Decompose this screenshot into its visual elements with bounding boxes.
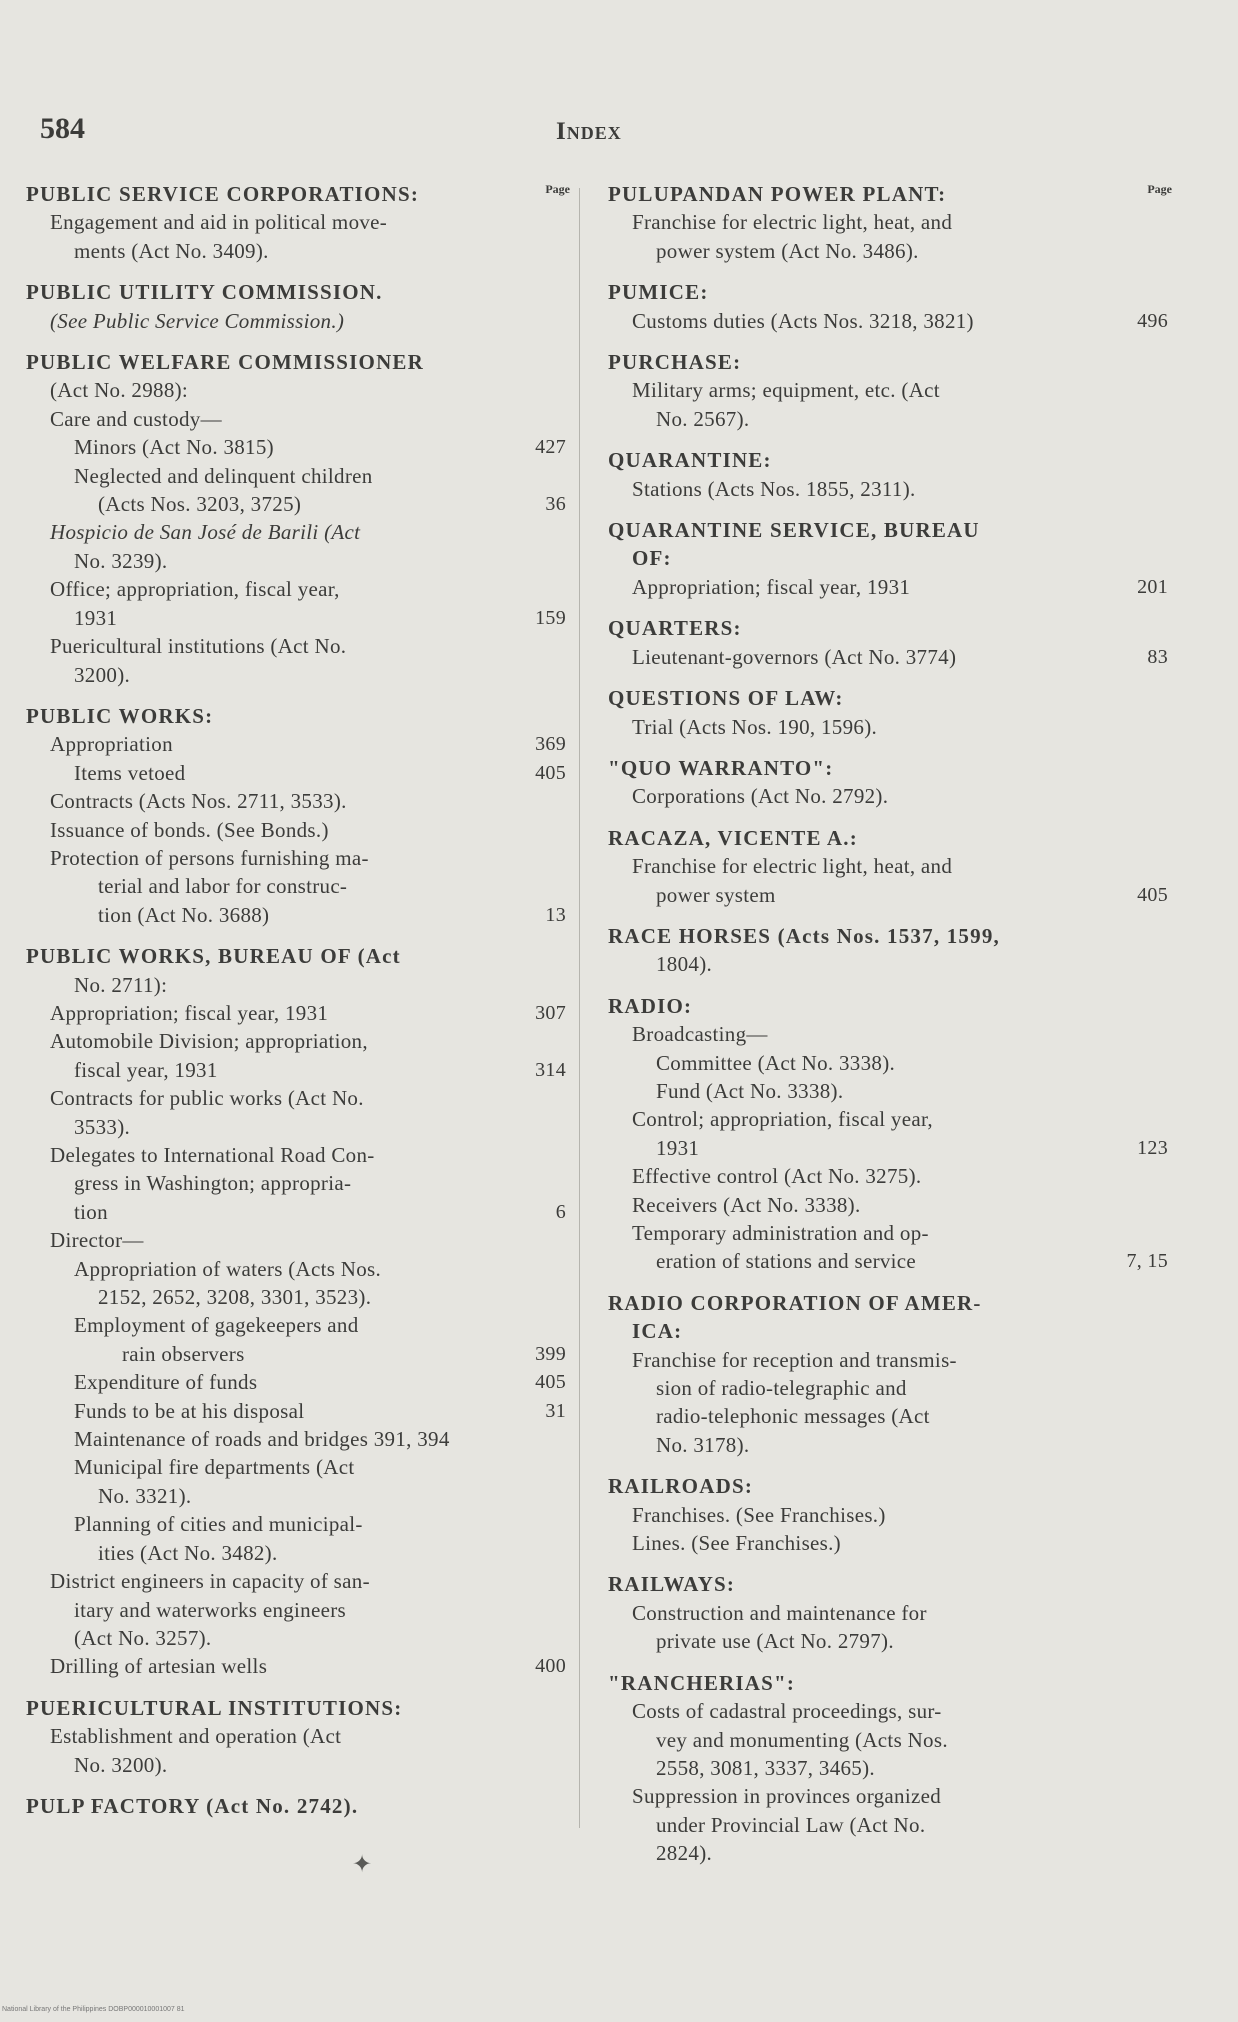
entry-subline [608,1162,1168,1190]
entry-text: 2152, 2652, 3208, 3301, 3523). [98,1285,372,1310]
entry-heading [26,180,566,208]
entry-subline [26,1169,566,1197]
entry-text: Temporary administration and op- [632,1221,929,1245]
page-column-label: Page [545,182,570,196]
page-reference: 31 [545,1399,566,1422]
entry-heading [608,1472,1168,1500]
entry-subline [26,518,566,546]
entry-text: Contracts for public works (Act No. [50,1086,364,1111]
entry-text: Puericultural institutions (Act No. [50,634,347,659]
entry-subline [26,490,566,518]
entry-text: Control; appropriation, fiscal year, [632,1107,933,1132]
entry-subline [26,575,566,603]
page-reference: 399 [535,1342,566,1365]
entry-text: itary and waterworks engineers [74,1597,346,1622]
entry-subline [26,1027,566,1055]
entry-subline [608,1839,1168,1867]
entry-text: District engineers in capacity of san- [50,1569,370,1594]
entry-subline [608,1529,1168,1557]
entry-subline [26,1141,566,1169]
entry-subline [608,1247,1168,1275]
entry-subline [608,852,1168,880]
entry-text: gress in Washington; appropria- [74,1171,352,1196]
entry-text: Franchise for electric light, heat, and [632,854,953,879]
entry-subline [608,1134,1168,1162]
entry-text: Appropriation [50,732,173,757]
entry-heading [608,614,1168,642]
entry-subline [26,1482,566,1510]
entry-subline [608,1697,1168,1725]
entry-text: (See Public Service Commission.) [50,308,345,333]
entry-subline [608,1627,1168,1655]
entry-text: No. 3321). [98,1483,192,1508]
index-entry [608,180,1168,265]
entry-subline [26,376,566,404]
entry-text: No. 2711): [74,972,168,997]
entry-text: Franchises. (See Franchises.) [632,1502,886,1527]
entry-text: Minors (Act No. 3815) [74,435,274,460]
entry-subline [26,1722,566,1750]
entry-text: under Provincial Law (Act No. [656,1812,926,1837]
entry-subline [608,376,1168,404]
entry-text: Military arms; equipment, etc. (Act [632,378,940,403]
entry-text: Lines. (See Franchises.) [632,1531,841,1556]
entry-subline [26,208,566,236]
entry-heading [26,702,566,730]
entry-text: ities (Act No. 3482). [98,1540,278,1565]
entry-subline [608,1049,1168,1077]
entry-text: power system [656,882,776,907]
page-reference: 6 [555,1200,566,1223]
entry-text: PUERICULTURAL INSTITUTIONS: [26,1695,403,1720]
entry-text: QUARANTINE: [608,448,772,473]
entry-text: RADIO CORPORATION OF AMER- [608,1290,982,1315]
entry-text: Director— [50,1228,144,1253]
page-reference: 307 [535,1001,566,1024]
page-reference: 405 [535,761,566,784]
entry-text: 2824). [656,1841,713,1866]
entry-text: Employment of gagekeepers and [74,1313,359,1338]
entry-text: RACAZA, VICENTE A.: [608,825,858,850]
entry-subline [608,881,1168,909]
entry-text: radio-telephonic messages (Act [656,1404,930,1429]
entry-subline [26,1283,566,1311]
entry-subline [608,1501,1168,1529]
entry-subline [608,307,1168,335]
entry-text: Fund (Act No. 3338). [656,1078,844,1103]
entry-heading [608,1289,1168,1317]
entry-subline [26,816,566,844]
index-entry [26,1792,566,1820]
entry-text: Broadcasting— [632,1022,768,1047]
page-number: 584 [40,112,85,145]
entry-text: (Act No. 2988): [50,378,189,403]
page-reference: 314 [535,1058,566,1081]
page-reference: 201 [1137,575,1168,598]
entry-heading [608,348,1168,376]
entry-subline [608,1219,1168,1247]
entry-text: PUBLIC WORKS: [26,703,214,728]
entry-text: PURCHASE: [608,350,742,375]
entry-subline [608,1726,1168,1754]
entry-subline [608,1317,1168,1345]
entry-text: Automobile Division; appropriation, [50,1029,368,1054]
entry-subline [608,405,1168,433]
entry-subline [26,1425,566,1453]
entry-text: Franchise for electric light, heat, and [632,210,953,235]
entry-subline [26,1311,566,1339]
entry-subline [26,1596,566,1624]
entry-subline [26,1539,566,1567]
entry-text: RACE HORSES (Acts Nos. 1537, 1599, [608,923,1000,948]
entry-text: Receivers (Act No. 3338). [632,1192,861,1217]
entry-text: tion [74,1199,108,1224]
entry-text: (Acts Nos. 3203, 3725) [98,492,302,517]
entry-text: 3533). [74,1114,131,1139]
entry-text: RAILROADS: [608,1474,754,1499]
index-entry [26,702,566,929]
index-entry [608,992,1168,1276]
entry-subline [608,1754,1168,1782]
entry-text: Expenditure of funds [74,1370,258,1395]
entry-text: sion of radio-telegraphic and [656,1376,907,1401]
entry-subline [608,237,1168,265]
entry-text: Appropriation; fiscal year, 1931 [632,574,911,599]
entry-text: Lieutenant-governors (Act No. 3774) [632,644,957,669]
entry-text: PUBLIC SERVICE CORPORATIONS: [26,182,420,206]
entry-heading [608,922,1168,950]
entry-text: Appropriation; fiscal year, 1931 [50,1000,329,1025]
entry-heading [608,824,1168,852]
index-entry [608,1669,1168,1868]
entry-text: Committee (Act No. 3338). [656,1050,896,1075]
index-entry [608,1570,1168,1655]
entry-heading [608,278,1168,306]
entry-text: Drilling of artesian wells [50,1654,268,1679]
entry-text: PUBLIC WORKS, BUREAU OF (Act [26,944,401,969]
entry-text: Delegates to International Road Con- [50,1143,375,1167]
entry-subline [26,307,566,335]
entry-text: vey and monumenting (Acts Nos. [656,1727,948,1752]
entry-subline [26,1255,566,1283]
entry-text: Hospicio de San José de Barili (Act [50,520,361,545]
entry-text: Engagement and aid in political move- [50,210,388,235]
entry-subline [26,1751,566,1779]
entry-text: Contracts (Acts Nos. 2711, 3533). [50,789,347,814]
entry-subline [608,573,1168,601]
entry-text: (Act No. 3257). [74,1625,212,1650]
entry-text: 1931 [74,605,118,630]
entry-subline [26,604,566,632]
entry-subline [26,1340,566,1368]
page-reference: 496 [1137,309,1168,332]
entry-text: rain observers [122,1341,245,1366]
entry-text: Appropriation of waters (Acts Nos. [74,1256,382,1281]
index-column-left [26,180,570,1820]
entry-subline [608,475,1168,503]
entry-subline [26,1397,566,1425]
entry-subline [608,713,1168,741]
page-reference: 123 [1137,1136,1168,1159]
entry-subline [608,1599,1168,1627]
entry-subline [26,1652,566,1680]
index-entry [608,922,1168,979]
entry-subline [26,405,566,433]
index-entry [608,754,1168,811]
entry-text: No. 3200). [74,1752,168,1777]
entry-subline [26,547,566,575]
entry-subline [26,632,566,660]
page-reference: 7, 15 [1126,1250,1168,1273]
index-entry [608,516,1168,601]
entry-subline [26,787,566,815]
page-reference: 369 [535,733,566,756]
entry-subline [26,872,566,900]
entry-text: RADIO: [608,993,693,1018]
entry-text: Effective control (Act No. 3275). [632,1164,922,1189]
entry-subline [608,1374,1168,1402]
entry-heading [26,1792,566,1820]
entry-text: No. 3178). [656,1432,750,1457]
entry-subline [608,1782,1168,1810]
entry-text: PULP FACTORY (Act No. 2742). [26,1793,359,1818]
entry-subline [26,901,566,929]
index-entry [608,684,1168,741]
entry-text: "QUO WARRANTO": [608,755,834,780]
index-entry [26,942,566,1681]
entry-subline [608,1191,1168,1219]
entry-heading [26,278,566,306]
entry-text: QUARANTINE SERVICE, BUREAU [608,518,980,543]
entry-text: RAILWAYS: [608,1572,736,1597]
entry-text: Office; appropriation, fiscal year, [50,577,340,602]
ornament-mark: ✦ [352,1852,373,1878]
entry-text: 2558, 3081, 3337, 3465). [656,1755,875,1780]
index-entry [608,278,1168,335]
entry-text: tion (Act No. 3688) [98,902,270,927]
index-entry [608,446,1168,503]
entry-text: 1804). [656,952,713,977]
entry-text: Establishment and operation (Act [50,1724,342,1749]
entry-text: 3200). [74,662,131,687]
running-head: Index [556,118,622,145]
entry-subline [26,1567,566,1595]
entry-text: Corporations (Act No. 2792). [632,784,889,809]
entry-subline [608,1402,1168,1430]
entry-subline [26,1510,566,1538]
entry-subline [26,1624,566,1652]
entry-subline [26,462,566,490]
entry-heading [608,516,1168,544]
entry-text: Planning of cities and municipal- [74,1512,363,1537]
index-entry [26,1694,566,1779]
index-entry [608,1472,1168,1557]
entry-subline [26,237,566,265]
entry-text: Franchise for reception and transmis- [632,1347,957,1372]
entry-heading [26,942,566,970]
entry-subline [26,433,566,461]
entry-subline [26,1113,566,1141]
entry-text: OF: [632,546,672,571]
page-reference: 159 [535,606,566,629]
entry-text: PUBLIC UTILITY COMMISSION. [26,280,383,305]
entry-text: fiscal year, 1931 [74,1057,218,1082]
entry-heading [608,1669,1168,1697]
entry-subline [608,1431,1168,1459]
entry-text: Care and custody— [50,406,222,431]
entry-text: "RANCHERIAS": [608,1670,796,1695]
entry-text: No. 3239). [74,548,168,573]
page-reference: 405 [535,1371,566,1394]
entry-heading [608,1570,1168,1598]
entry-text: Issuance of bonds. (See Bonds.) [50,817,329,842]
index-entry [26,348,566,689]
page-reference: 83 [1147,645,1168,668]
entry-text: eration of stations and service [656,1249,917,1274]
entry-text: PUBLIC WELFARE COMMISSIONER [26,350,425,375]
entry-text: PULUPANDAN POWER PLANT: [608,182,947,206]
entry-subline [26,1453,566,1481]
entry-text: QUESTIONS OF LAW: [608,686,844,711]
entry-subline [26,844,566,872]
entry-subline [26,999,566,1027]
index-entry [608,348,1168,433]
entry-text: Costs of cadastral proceedings, sur- [632,1699,942,1724]
entry-text: Trial (Acts Nos. 190, 1596). [632,714,878,739]
entry-subline [26,1056,566,1084]
entry-subline [608,950,1168,978]
entry-subline [608,1811,1168,1839]
entry-text: Customs duties (Acts Nos. 3218, 3821) [632,308,974,333]
entry-heading [608,684,1168,712]
entry-subline [608,643,1168,671]
entry-text: Stations (Acts Nos. 1855, 2311). [632,476,916,501]
entry-subline [26,759,566,787]
page-reference: 427 [535,436,566,459]
entry-text: terial and labor for construc- [98,874,348,899]
entry-text: private use (Act No. 2797). [656,1629,894,1654]
entry-text: ments (Act No. 3409). [74,238,269,263]
entry-heading [608,754,1168,782]
entry-subline [26,1226,566,1254]
entry-subline [26,730,566,758]
entry-subline [26,1368,566,1396]
entry-text: Items vetoed [74,760,186,785]
entry-text: No. 2567). [656,406,750,431]
entry-subline [26,1198,566,1226]
page-reference: 36 [545,493,566,516]
entry-text: Funds to be at his disposal [74,1398,305,1423]
entry-text: PUMICE: [608,280,709,305]
entry-text: Neglected and delinquent children [74,463,373,488]
entry-text: ICA: [632,1319,683,1344]
entry-subline [608,208,1168,236]
entry-text: 1931 [656,1135,700,1160]
entry-text: Construction and maintenance for [632,1600,927,1625]
entry-heading [608,992,1168,1020]
entry-subline [26,661,566,689]
entry-subline [26,1084,566,1112]
entry-text: Suppression in provinces organized [632,1784,942,1809]
page-reference: 400 [535,1655,566,1678]
footer-caption: National Library of the Philippines DOBP000010001007 81 [2,2006,185,2013]
entry-subline [608,782,1168,810]
entry-text: Maintenance of roads and bridges 391, 394 [74,1427,450,1452]
index-entry [26,180,566,265]
page-reference: 405 [1137,883,1168,906]
entry-subline [608,1020,1168,1048]
entry-subline [608,1105,1168,1133]
entry-subline [608,544,1168,572]
page-column-label: Page [1147,182,1172,196]
index-entry [26,278,566,335]
entry-text: Municipal fire departments (Act [74,1455,355,1480]
entry-subline [608,1077,1168,1105]
index-entry [608,824,1168,909]
index-column-right [608,180,1172,1868]
entry-text: Protection of persons furnishing ma- [50,845,369,870]
entry-heading [26,348,566,376]
entry-text: power system (Act No. 3486). [656,238,919,263]
entry-subline [608,1346,1168,1374]
page-reference: 13 [545,903,566,926]
entry-heading [26,1694,566,1722]
entry-heading [608,446,1168,474]
entry-heading [608,180,1168,208]
index-entry [608,1289,1168,1459]
index-entry [608,614,1168,671]
column-divider [579,188,580,1828]
entry-text: QUARTERS: [608,616,742,641]
entry-subline [26,971,566,999]
